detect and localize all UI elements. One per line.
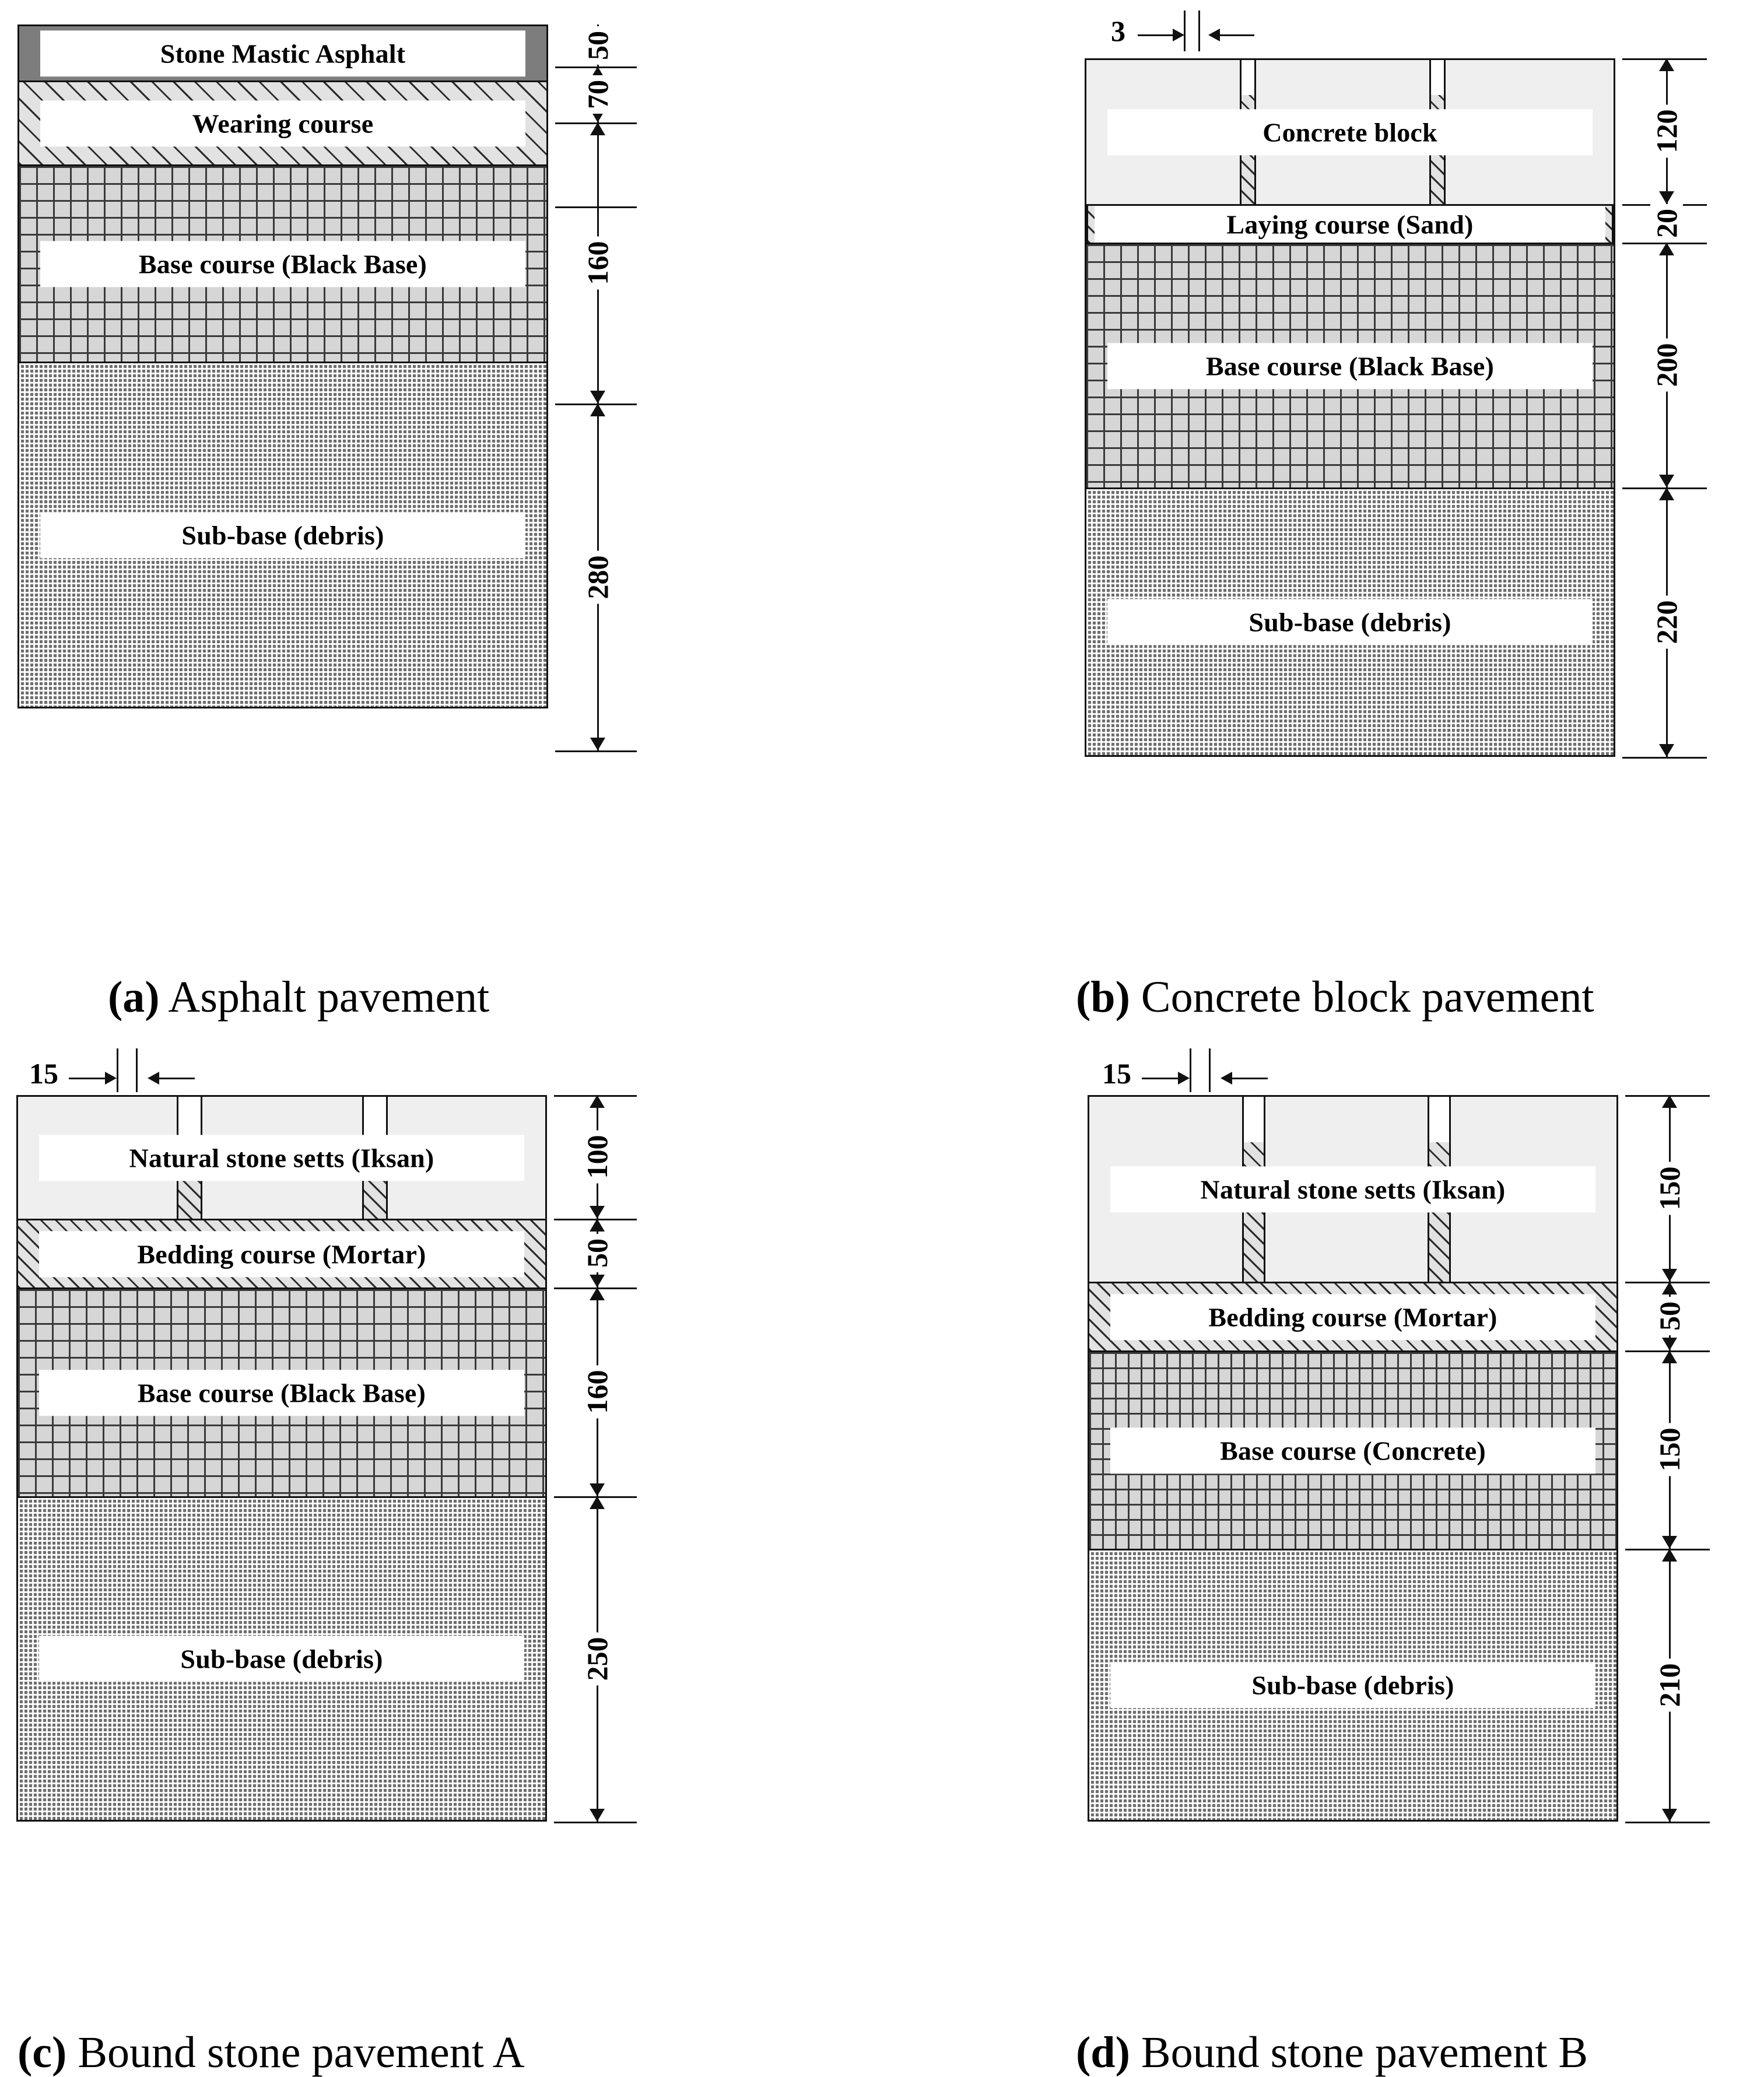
layer-d-sub-base — [1088, 1549, 1618, 1822]
dim-c-arrow-down-160 — [590, 1483, 605, 1496]
dim-d-arrow-down-150-base — [1662, 1536, 1677, 1549]
panel-c-gap-ext-right — [136, 1048, 138, 1092]
layer-d-base-course-label: Base course (Concrete) — [1110, 1427, 1595, 1473]
dim-a-arrow-down-280 — [590, 738, 605, 750]
layer-b-concrete-block — [1085, 58, 1615, 204]
panel-b-gap-arrowline-right — [1219, 34, 1254, 36]
panel-c-caption-text: Bound stone pavement A — [66, 2028, 525, 2077]
layer-c-bedding-course — [16, 1219, 547, 1287]
layer-c-natural-stone-setts-label: Natural stone setts (Iksan) — [39, 1135, 524, 1181]
panel-b-dimension-column — [1627, 51, 1706, 1008]
panel-d-caption-marker: (d) — [1076, 2028, 1130, 2077]
dim-b-value-20: 20 — [1650, 204, 1683, 243]
dim-c-seg-50 — [559, 1219, 636, 1287]
layer-b-joint-slot-2 — [1429, 60, 1446, 95]
layer-a-base-course-label: Base course (Black Base) — [40, 241, 525, 287]
dim-d-seg-150-top — [1630, 1095, 1709, 1282]
dim-d-arrow-down-50 — [1662, 1338, 1677, 1350]
dim-a-seg-70 — [560, 66, 636, 122]
dim-c-seg-250 — [559, 1496, 636, 1822]
dim-b-arrow-down-200 — [1659, 475, 1674, 487]
dim-c-value-50: 50 — [581, 1234, 613, 1272]
dim-c-arrow-up-160 — [590, 1287, 605, 1300]
panel-c-caption-marker: (c) — [17, 2028, 67, 2077]
panel-a-dimension-column — [560, 17, 636, 1009]
panel-c-caption — [17, 2030, 525, 2075]
panel-d-gap-arrowhead-left — [1178, 1072, 1190, 1085]
dim-d-arrow-up-150-top — [1662, 1095, 1677, 1108]
dim-c-value-250: 250 — [581, 1633, 613, 1686]
dim-a-seg-160 — [560, 122, 636, 404]
dim-a-value-70: 70 — [581, 75, 614, 114]
panel-c-dimension-column — [559, 1088, 636, 2021]
panel-c-gap-arrowline-left — [69, 1078, 106, 1079]
dim-b-seg-220 — [1627, 487, 1706, 757]
layer-d-natural-stone-setts-label: Natural stone setts (Iksan) — [1110, 1166, 1595, 1212]
dim-b-arrow-up-200 — [1659, 243, 1674, 255]
panel-b-concrete-block-pavement — [1076, 0, 1764, 1022]
dim-a-seg-50 — [560, 24, 636, 66]
panel-c-bound-stone-pavement-a — [0, 1044, 688, 2077]
dim-c-arrow-down-100 — [590, 1206, 605, 1219]
panel-b-gap-arrowhead-right — [1208, 29, 1220, 41]
layer-a-wearing-course-label: Wearing course — [40, 100, 525, 146]
layer-d-joint-slot-1 — [1242, 1097, 1265, 1142]
panel-b-caption-marker: (b) — [1076, 973, 1130, 1022]
dim-d-seg-50 — [1630, 1282, 1709, 1350]
dim-c-seg-160 — [559, 1287, 636, 1496]
panel-b-gap-arrowhead-left — [1173, 29, 1184, 41]
dim-d-value-150-base: 150 — [1653, 1423, 1686, 1476]
dim-d-value-210: 210 — [1653, 1659, 1686, 1712]
dim-b-arrow-down-120 — [1659, 191, 1674, 204]
dim-d-seg-150-base — [1630, 1350, 1709, 1549]
dim-d-arrow-up-50 — [1662, 1282, 1677, 1294]
dim-b-value-200: 200 — [1650, 339, 1683, 392]
layer-c-base-course — [16, 1287, 547, 1496]
layer-b-concrete-block-label: Concrete block — [1107, 109, 1593, 155]
panel-c-joint-gap-value: 15 — [29, 1057, 58, 1090]
panel-d-stack — [1088, 1095, 1618, 2016]
layer-a-stone-mastic-asphalt-label: Stone Mastic Asphalt — [40, 30, 525, 76]
dim-b-arrow-up-220 — [1659, 487, 1674, 500]
panel-a-asphalt-pavement — [0, 0, 688, 1022]
panel-b-caption-text: Concrete block pavement — [1130, 973, 1594, 1022]
panel-d-dimension-column — [1630, 1088, 1709, 2021]
layer-b-joint-slot-1 — [1240, 60, 1256, 95]
dim-c-arrow-up-100 — [590, 1095, 605, 1108]
dim-a-arrow-up-160 — [590, 122, 605, 135]
layer-d-sub-base-label: Sub-base (debris) — [1110, 1662, 1595, 1708]
dim-d-arrow-down-150-top — [1662, 1269, 1677, 1282]
layer-a-stone-mastic-asphalt — [17, 24, 548, 80]
layer-b-laying-course — [1085, 204, 1615, 243]
panel-b-gap-arrowline-left — [1138, 34, 1174, 36]
panel-d-gap-ext-right — [1209, 1048, 1211, 1092]
layer-c-natural-stone-setts — [16, 1095, 547, 1219]
dim-c-arrow-up-50 — [590, 1219, 605, 1232]
dim-c-value-100: 100 — [581, 1131, 613, 1184]
dim-d-arrow-up-150-base — [1662, 1350, 1677, 1363]
panel-d-gap-arrowhead-right — [1221, 1072, 1232, 1085]
panel-d-caption — [1076, 2030, 1588, 2075]
layer-d-bedding-course-label: Bedding course (Mortar) — [1110, 1294, 1595, 1340]
dim-d-tick-4 — [1625, 1822, 1710, 1823]
layer-a-base-course — [17, 164, 548, 362]
panel-d-bound-stone-pavement-b — [1076, 1044, 1764, 2077]
dim-c-seg-100 — [559, 1095, 636, 1219]
dim-b-value-220: 220 — [1650, 596, 1683, 649]
dim-c-tick-4 — [554, 1822, 637, 1823]
dim-d-arrow-up-210 — [1662, 1549, 1677, 1562]
layer-c-bedding-course-label: Bedding course (Mortar) — [39, 1231, 524, 1277]
layer-c-base-course-label: Base course (Black Base) — [39, 1370, 524, 1416]
layer-c-joint-slot-1 — [177, 1097, 202, 1139]
panel-d-gap-ext-left — [1190, 1048, 1191, 1092]
dim-a-arrow-up-280 — [590, 404, 605, 416]
layer-b-base-course — [1085, 243, 1615, 487]
dim-a-value-50: 50 — [581, 26, 614, 65]
layer-a-sub-base — [17, 362, 548, 708]
layer-b-laying-course-label: Laying course (Sand) — [1095, 204, 1606, 243]
layer-b-base-course-label: Base course (Black Base) — [1107, 343, 1593, 389]
layer-b-sub-base-label: Sub-base (debris) — [1107, 599, 1593, 645]
panel-d-gap-arrowline-right — [1232, 1078, 1268, 1079]
dim-b-arrow-up-120 — [1659, 58, 1674, 71]
layer-b-sub-base — [1085, 487, 1615, 757]
panel-d-joint-gap-value: 15 — [1102, 1057, 1131, 1090]
dim-d-value-50: 50 — [1653, 1297, 1686, 1335]
panel-d-joint-gap-callout — [1102, 1048, 1295, 1095]
dim-b-tick-4 — [1622, 757, 1707, 759]
panel-c-stack — [16, 1095, 547, 2016]
panel-d-gap-arrowline-left — [1142, 1078, 1179, 1079]
layer-d-joint-slot-2 — [1428, 1097, 1451, 1142]
dim-a-value-160: 160 — [581, 237, 614, 290]
layer-a-wearing-course — [17, 80, 548, 164]
layer-a-sub-base-label: Sub-base (debris) — [40, 512, 525, 558]
dim-d-value-150-top: 150 — [1653, 1162, 1686, 1215]
layer-d-bedding-course — [1088, 1282, 1618, 1350]
dim-d-arrow-down-210 — [1662, 1809, 1677, 1822]
panel-c-gap-arrowhead-right — [148, 1072, 159, 1085]
dim-b-arrow-down-220 — [1659, 744, 1674, 757]
dim-b-seg-120 — [1627, 58, 1706, 204]
dim-a-arrow-down-160 — [590, 391, 605, 404]
dim-c-arrow-down-250 — [590, 1809, 605, 1822]
panel-a-caption-text: Asphalt pavement — [159, 973, 490, 1022]
layer-d-natural-stone-setts — [1088, 1095, 1618, 1282]
dim-b-value-120: 120 — [1650, 105, 1683, 158]
layer-c-sub-base — [16, 1496, 547, 1822]
panel-a-caption-marker: (a) — [108, 973, 160, 1022]
dim-a-seg-280 — [560, 404, 636, 750]
layer-c-joint-slot-2 — [362, 1097, 388, 1139]
panel-b-gap-ext-right — [1198, 10, 1200, 51]
panel-b-joint-gap-callout — [1111, 10, 1297, 57]
dim-c-value-160: 160 — [581, 1366, 613, 1419]
panel-b-caption — [1076, 973, 1594, 1022]
dim-a-tick-4 — [555, 750, 637, 752]
panel-c-gap-ext-left — [117, 1048, 118, 1092]
layer-d-base-course — [1088, 1350, 1618, 1549]
panel-c-joint-gap-callout — [29, 1048, 222, 1095]
dim-b-seg-200 — [1627, 243, 1706, 487]
panel-d-caption-text: Bound stone pavement B — [1130, 2028, 1588, 2077]
dim-a-value-280: 280 — [581, 550, 614, 604]
panel-a-caption — [108, 973, 490, 1022]
dim-b-seg-20 — [1627, 204, 1706, 243]
dim-c-arrow-down-50 — [590, 1275, 605, 1287]
layer-c-sub-base-label: Sub-base (debris) — [39, 1636, 524, 1682]
panel-c-gap-arrowline-right — [159, 1078, 195, 1079]
dim-d-seg-210 — [1630, 1549, 1709, 1822]
panel-c-gap-arrowhead-left — [105, 1072, 117, 1085]
panel-a-stack — [17, 24, 548, 998]
panel-b-stack — [1085, 58, 1615, 997]
panel-b-joint-gap-value: 3 — [1111, 15, 1125, 47]
dim-c-arrow-up-250 — [590, 1496, 605, 1509]
